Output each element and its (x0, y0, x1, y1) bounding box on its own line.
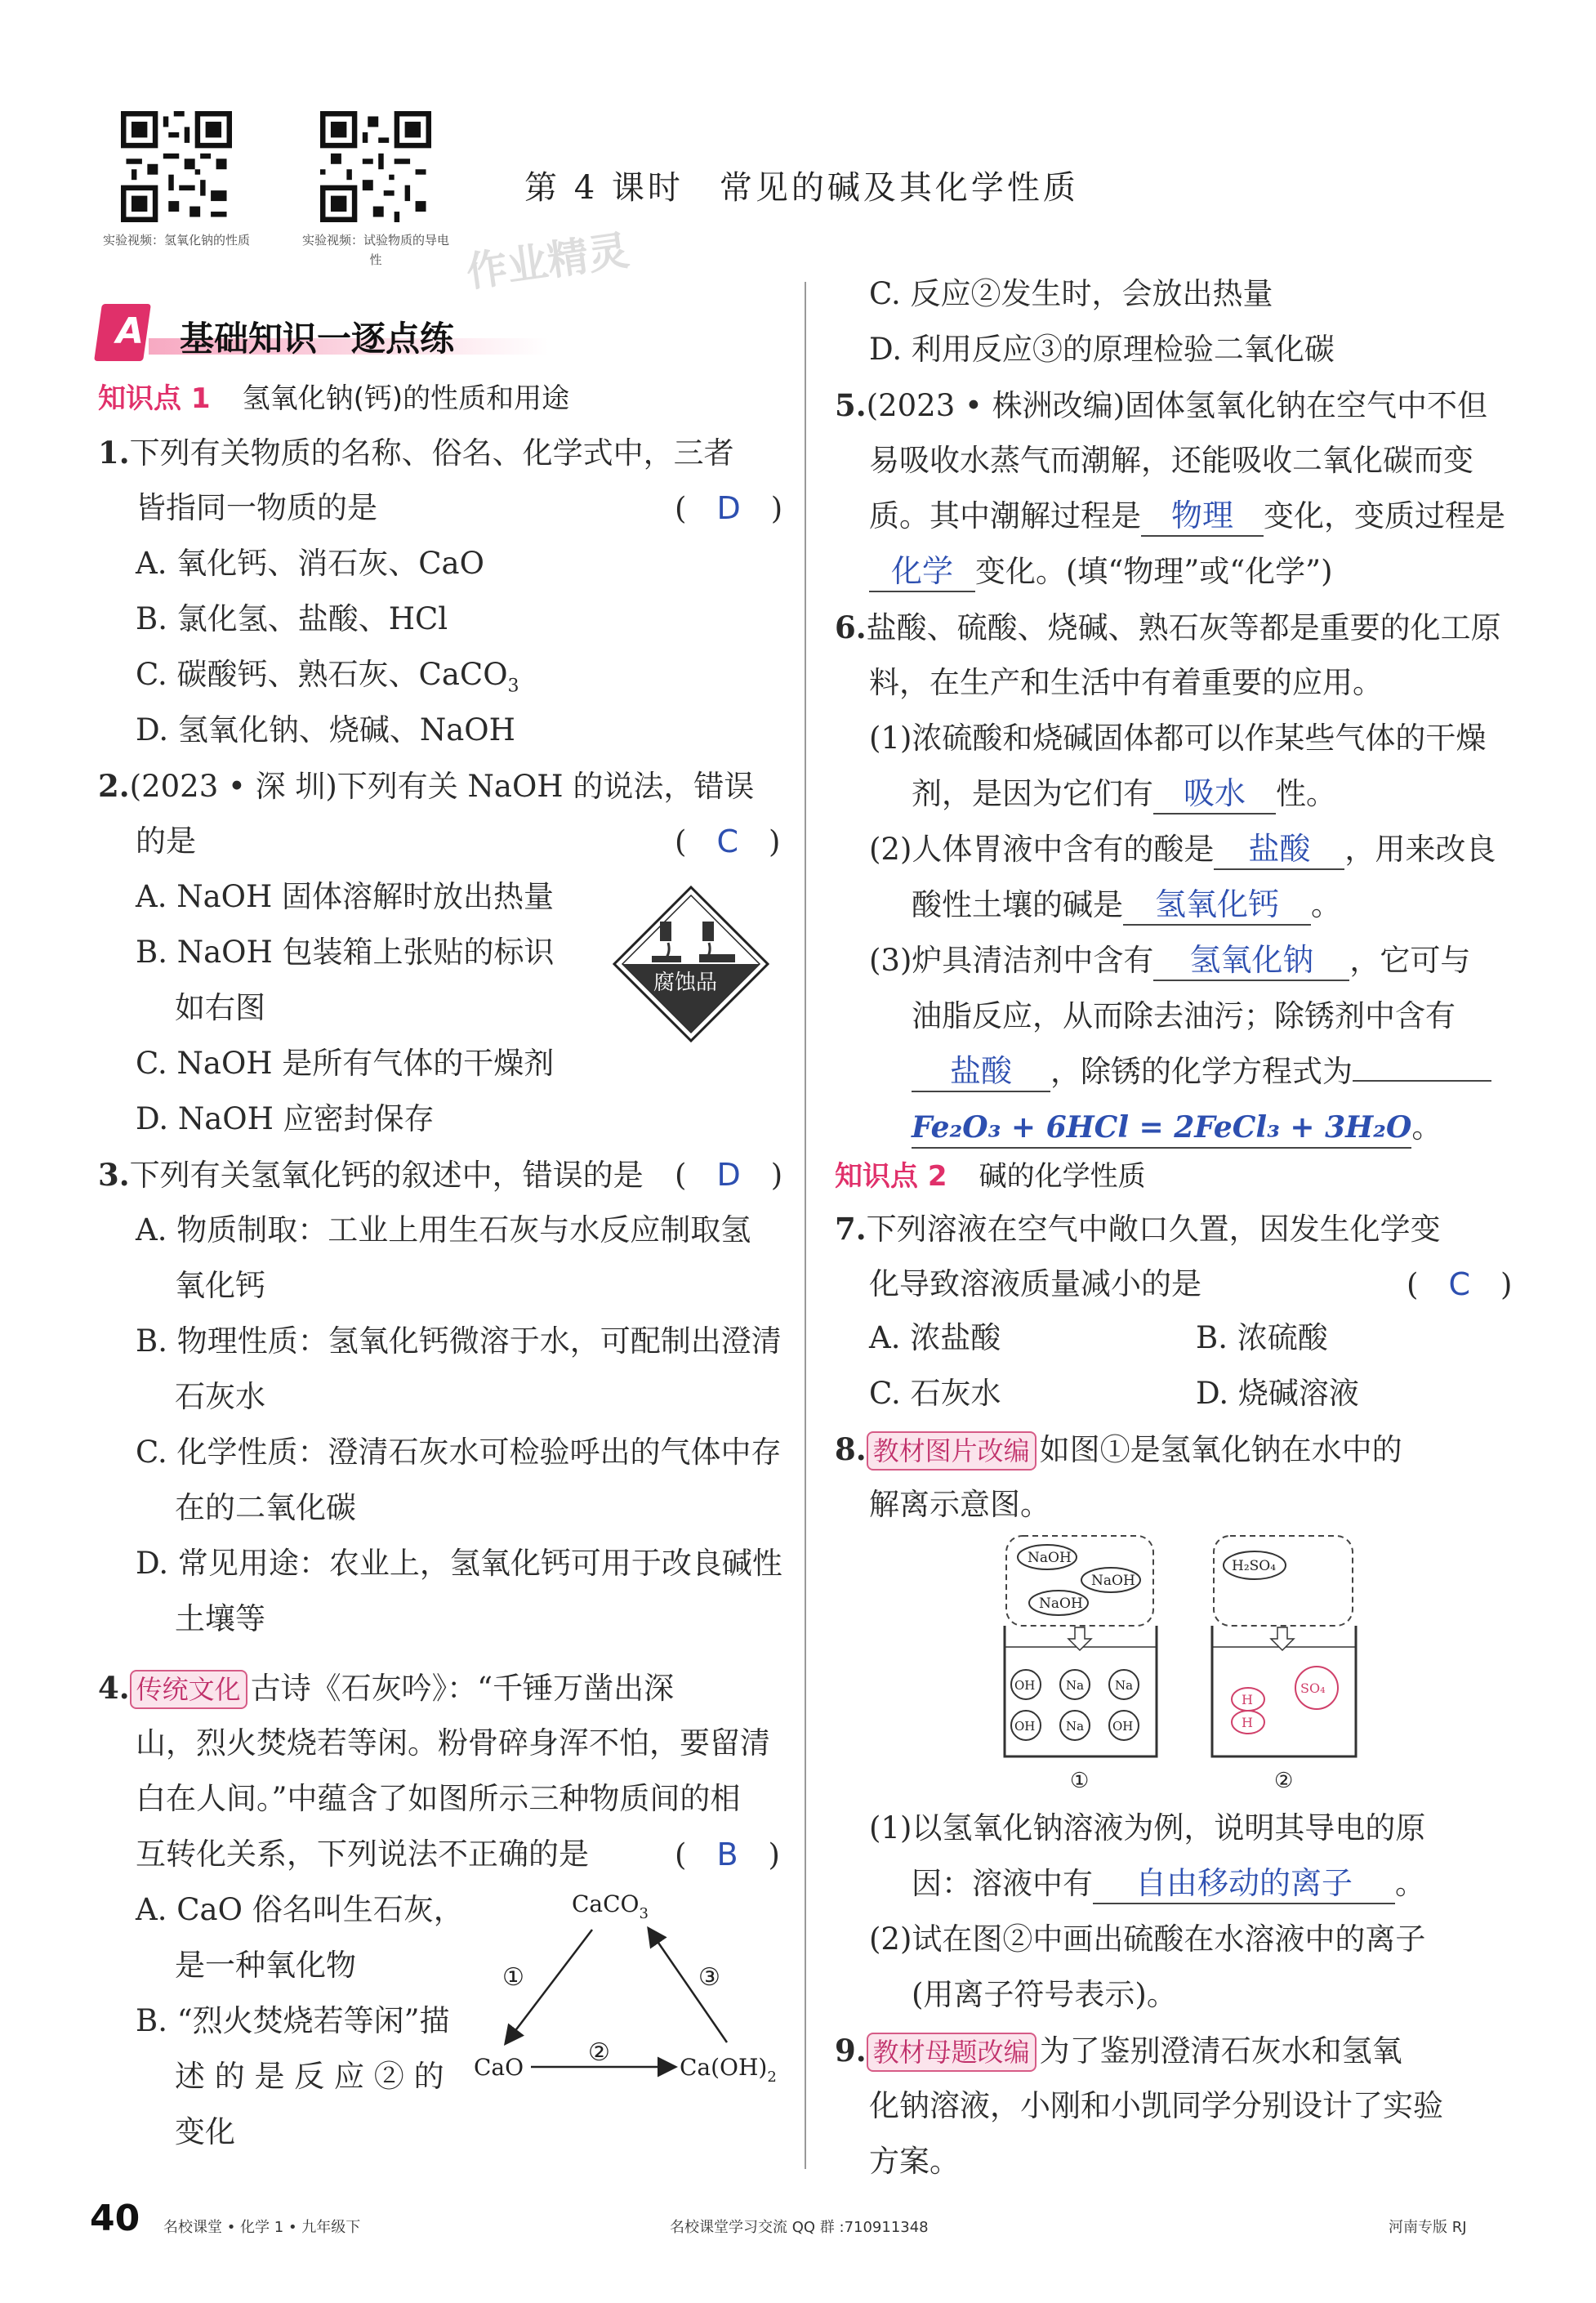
svg-text:SO₄: SO₄ (1300, 1680, 1326, 1696)
q8-part2-line2: (用离子符号表示)。 (912, 1977, 1177, 2012)
svg-text:OH: OH (1112, 1719, 1134, 1734)
kp1-label: 知识点 1 (98, 382, 211, 415)
q4-option-c: C. 反应②发生时，会放出热量 (869, 276, 1273, 311)
svg-text:NaOH: NaOH (1039, 1596, 1083, 1612)
q4-option-b: B. “烈火焚烧若等闲”描 (136, 2003, 450, 2038)
q2-option-a: A. NaOH 固体溶解时放出热量 (136, 879, 555, 914)
svg-text:Na: Na (1066, 1678, 1085, 1693)
q1-option-a: A. 氧化钙、消石灰、CaO (136, 546, 484, 581)
diagram-cao: CaO (474, 2054, 524, 2081)
section-letter: A (116, 310, 145, 352)
corrosive-label-text: 腐蚀品 (653, 971, 718, 995)
svg-text:NaOH: NaOH (1091, 1573, 1135, 1589)
reaction-3-label: ③ (698, 1963, 720, 1992)
q6-equation: Fe₂O₃ + 6HCl = 2FeCl₃ + 3H₂O (912, 1108, 1411, 1149)
q6-blank-5: 盐酸 (912, 1051, 1050, 1092)
q4-tag: 传统文化 (130, 1670, 247, 1709)
q3-option-c: C. 化学性质：澄清石灰水可检验呼出的气体中存 (136, 1435, 782, 1470)
qr2-caption: 实验视频：试验物质的导电性 (302, 233, 450, 267)
q8-part2-line1: (2)试在图②中画出硫酸在水溶液中的离子 (869, 1921, 1426, 1957)
footer-center: 名校课堂学习交流 QQ 群 :710911348 (670, 2219, 929, 2236)
q3-answer-bracket: ( D ) (675, 1157, 783, 1193)
svg-text:②: ② (1274, 1769, 1294, 1793)
svg-text:H: H (1242, 1715, 1253, 1730)
q8-line2: 解离示意图。 (869, 1487, 1050, 1522)
kp1-title: 氢氧化钠(钙)的性质和用途 (242, 382, 570, 415)
q4-line4: 互转化关系，下列说法不正确的是 (136, 1837, 589, 1872)
column-divider (805, 282, 806, 2169)
svg-text:H: H (1242, 1692, 1253, 1707)
q6-blank-6-start (1353, 1080, 1491, 1082)
knowledge-point-2 (835, 1154, 1146, 1194)
q3-answer: D (716, 1157, 741, 1193)
q6-part1-line2: 剂，是因为它们有 吸水 性。 (912, 766, 1336, 822)
svg-text:OH: OH (1014, 1719, 1036, 1734)
svg-text:①: ① (1070, 1769, 1090, 1793)
q3-option-b: B. 物理性质：氢氧化钙微溶于水，可配制出澄清 (136, 1323, 782, 1359)
q6-line2: 料，在生产和生活中有着重要的应用。 (869, 665, 1383, 700)
q2-answer-bracket: ( C ) (675, 823, 781, 859)
qr1-caption: 实验视频：氢氧化钠的性质 (103, 233, 251, 248)
q8-tag: 教材图片改编 (867, 1431, 1037, 1471)
q7-answer: C (1448, 1266, 1470, 1302)
qr-code-1 (121, 111, 232, 222)
q6-part3-line2: 油脂反应，从而除去油污；除锈剂中含有 (912, 998, 1456, 1033)
q7-option-b: B. 浓硫酸 (1196, 1320, 1328, 1355)
q6-blank-3: 氢氧化钙 (1123, 885, 1311, 926)
q1-line1: 1.下列有关物质的名称、俗名、化学式中，三者 (98, 435, 734, 471)
q6-blank-1: 吸水 (1153, 774, 1276, 815)
q6-part3-line3: 盐酸 ，除锈的化学方程式为 (912, 1044, 1491, 1100)
q4-line3: 白在人间。”中蕴含了如图所示三种物质间的相 (136, 1781, 741, 1816)
q5-line3: 质。其中潮解过程是 物理 变化，变质过程是 (869, 489, 1505, 544)
q4-option-b-cont2: 变化 (175, 2114, 235, 2149)
q4-option-a: A. CaO 俗名叫生石灰， (136, 1892, 464, 1927)
q7-option-a: A. 浓盐酸 (869, 1320, 1001, 1355)
section-banner (98, 304, 555, 361)
q1-option-d: D. 氢氧化钠、烧碱、NaOH (136, 712, 515, 748)
svg-text:H₂SO₄: H₂SO₄ (1232, 1558, 1277, 1574)
q5-line4: 化学 变化。(填“物理”或“化学”) (869, 544, 1333, 600)
q4-option-b-cont: 述 的 是 反 应 ② 的 (175, 2059, 444, 2094)
q8-part1-line1: (1)以氢氧化钠溶液为例，说明其导电的原 (869, 1810, 1426, 1846)
watermark: 作业精灵 (463, 226, 632, 297)
q8-part1-line2: 因：溶液中有 自由移动的离子 。 (912, 1856, 1425, 1912)
q4-answer: B (716, 1837, 738, 1872)
conversion-diagram (457, 1879, 784, 2091)
q8-line1: 8. 教材图片改编 如图①是氢氧化钠在水中的 (835, 1422, 1402, 1478)
q8-blank-1: 自由移动的离子 (1093, 1863, 1395, 1904)
knowledge-point-1 (98, 376, 569, 416)
q4-option-a-cont: 是一种氧化物 (175, 1948, 356, 1983)
q1-line2: 皆指同一物质的是 (136, 490, 377, 525)
svg-text:NaOH: NaOH (1028, 1550, 1072, 1566)
footer-right: 河南专版 RJ (1389, 2219, 1467, 2236)
q3-option-a: A. 物质制取：工业上用生石灰与水反应制取氢 (136, 1212, 751, 1247)
q1-answer-bracket: ( D ) (675, 490, 783, 526)
q6-line1: 6.盐酸、硫酸、烧碱、熟石灰等都是重要的化工原 (835, 609, 1501, 645)
q4-line2: 山，烈火焚烧若等闲。粉骨碎身浑不怕，要留清 (136, 1725, 770, 1761)
q6-blank-4: 氢氧化钠 (1153, 940, 1349, 981)
q5-line2: 易吸收水蒸气而潮解，还能吸收二氧化碳而变 (869, 443, 1473, 478)
q9-line1: 9. 教材母题改编 为了鉴别澄清石灰水和氢氧 (835, 2023, 1402, 2079)
q5-line1: 5.(2023 • 株洲改编)固体氢氧化钠在空气中不但 (835, 387, 1488, 423)
q2-answer: C (716, 823, 738, 859)
section-title: 基础知识一逐点练 (180, 319, 455, 359)
q3-option-a-cont: 氧化钙 (175, 1268, 265, 1303)
q7-option-c: C. 石灰水 (869, 1376, 1001, 1411)
q7-answer-bracket: ( C ) (1407, 1266, 1513, 1302)
q5-blank-1: 物理 (1141, 496, 1264, 537)
q1-option-b: B. 氯化氢、盐酸、HCl (136, 601, 448, 636)
q4-option-d: D. 利用反应③的原理检验二氧化碳 (869, 332, 1335, 367)
q3-option-d: D. 常见用途：农业上，氢氧化钙可用于改良碱性 (136, 1546, 782, 1581)
page-number: 40 (90, 2198, 140, 2239)
q1-answer: D (716, 490, 741, 526)
kp2-title: 碱的化学性质 (979, 1160, 1146, 1193)
q2-option-c: C. NaOH 是所有气体的干燥剂 (136, 1046, 555, 1081)
diagram-caco3: CaCO$_3$ (572, 1890, 649, 1922)
lesson-title: 第 4 课时 常见的碱及其化学性质 (524, 169, 1079, 207)
q6-part2-line2: 酸性土壤的碱是 氢氧化钙 。 (912, 877, 1341, 933)
q3-option-c-cont: 在的二氧化碳 (175, 1490, 356, 1525)
q7-line1: 7.下列溶液在空气中敞口久置，因发生化学变 (835, 1211, 1441, 1247)
q4-answer-bracket: ( B ) (675, 1837, 780, 1872)
q7-line2: 化导致溶液质量减小的是 (869, 1266, 1201, 1301)
q2-line2: 的是 (136, 823, 196, 859)
q3-line1: 3.下列有关氢氧化钙的叙述中，错误的是 (98, 1157, 644, 1193)
q2-option-b: B. NaOH 包装箱上张贴的标识 (136, 935, 555, 970)
q9-tag: 教材母题改编 (867, 2033, 1037, 2072)
svg-text:Na: Na (1066, 1719, 1085, 1734)
q6-part2-line1: (2)人体胃液中含有的酸是 盐酸 ，用来改良 (869, 822, 1496, 877)
q9-line2: 化钠溶液，小刚和小凯同学分别设计了实验 (869, 2088, 1443, 2123)
q2-option-d: D. NaOH 应密封保存 (136, 1101, 435, 1136)
diagram-caoh2: $Ca(OH)_2$ (680, 2054, 777, 2086)
reaction-1-label: ① (502, 1963, 524, 1992)
q2-option-b-cont: 如右图 (175, 990, 265, 1025)
q9-line3: 方案。 (869, 2144, 960, 2179)
q7-option-d: D. 烧碱溶液 (1196, 1376, 1359, 1411)
q6-part3-line1: (3)炉具清洁剂中含有 氢氧化钠 ，它可与 (869, 933, 1470, 989)
svg-text:OH: OH (1014, 1678, 1036, 1693)
q5-blank-2: 化学 (869, 551, 975, 592)
q1-option-c: C. 碳酸钙、熟石灰、CaCO$_3$ (136, 657, 519, 697)
qr-code-2 (320, 111, 431, 222)
corrosive-label-icon (611, 884, 771, 1044)
footer-left: 名校课堂 • 化学 1 • 九年级下 (163, 2219, 361, 2236)
kp2-label: 知识点 2 (835, 1160, 947, 1193)
q6-part1-line1: (1)浓硫酸和烧碱固体都可以作某些气体的干燥 (869, 721, 1487, 756)
reaction-2-label: ② (588, 2038, 610, 2067)
q6-equation-line: Fe₂O₃ + 6HCl = 2FeCl₃ + 3H₂O。 (912, 1100, 1442, 1155)
q3-option-b-cont: 石灰水 (175, 1379, 265, 1414)
ionization-figure (996, 1528, 1389, 1797)
q3-option-d-cont: 土壤等 (175, 1601, 265, 1636)
q6-blank-2: 盐酸 (1214, 829, 1344, 870)
svg-text:Na: Na (1115, 1678, 1134, 1693)
q2-line1: 2.(2023 • 深 圳)下列有关 NaOH 的说法，错误 (98, 768, 755, 804)
q4-line1: 4. 传统文化 古诗《石灰吟》：“千锤万凿出深 (98, 1660, 674, 1716)
